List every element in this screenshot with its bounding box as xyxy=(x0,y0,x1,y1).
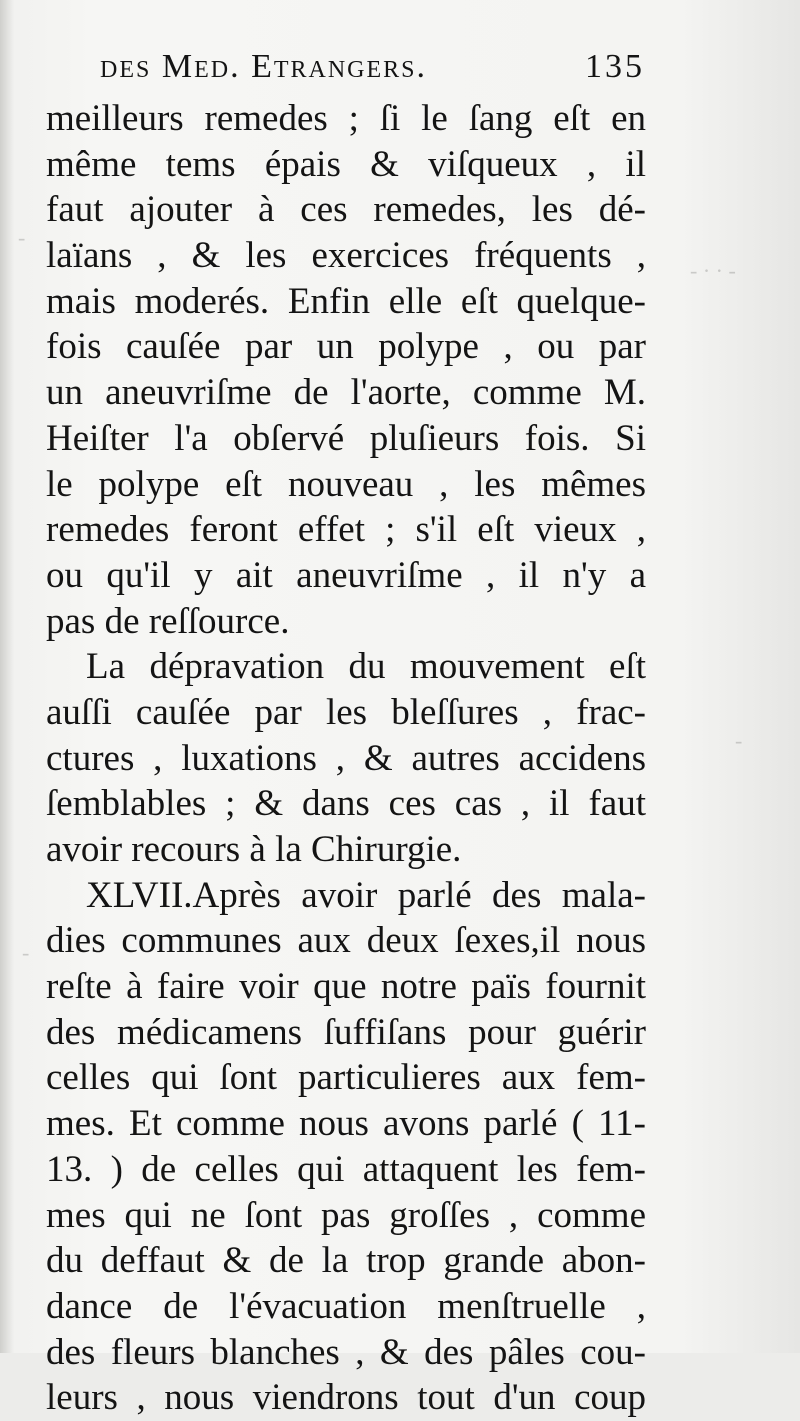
text-line: mais moderés. Enfin elle eſt quelque- xyxy=(46,280,646,322)
text-line: mes. Et comme nous avons parlé ( 11- xyxy=(46,1103,646,1145)
text-line: laïans , & les exercices fréquents , xyxy=(46,235,646,277)
bleed-through-mark: - xyxy=(735,728,743,753)
text-line: faut ajouter à ces remedes, les dé- xyxy=(46,189,646,231)
text-line: dies communes aux deux ſexes,il nous xyxy=(46,920,646,962)
text-line: dance de l'évacuation menſtruelle , xyxy=(46,1285,646,1327)
text-line: un aneuvriſme de l'aorte, comme M. xyxy=(46,372,646,414)
text-line: leurs , nous viendrons tout d'un coup xyxy=(46,1377,646,1419)
body-text xyxy=(46,96,646,1421)
text-line: reſte à faire voir que notre païs fournit xyxy=(46,966,646,1008)
section-heading-line: XLVII.Après avoir parlé des mala- xyxy=(86,874,646,916)
paragraph-end-line: pas de reſſource. xyxy=(46,600,290,642)
text-line: du deffaut & de la trop grande abon- xyxy=(46,1240,646,1282)
text-line: fois cauſée par un polype , ou par xyxy=(46,326,646,368)
text-line: ctures , luxations , & autres accidens xyxy=(46,737,646,779)
page-number: 135 xyxy=(585,48,645,85)
text-line: remedes feront effet ; s'il eſt vieux , xyxy=(46,509,646,551)
text-line: des médicamens ſuffiſans pour guérir xyxy=(46,1011,646,1053)
paragraph-end-line: avoir recours à la Chirurgie. xyxy=(46,829,462,870)
page-header xyxy=(100,48,645,92)
running-head: des Med. Etrangers. xyxy=(100,48,428,85)
gutter-shadow xyxy=(0,0,14,1353)
bleed-through-mark: - xyxy=(22,940,30,965)
paragraph-first-line: La dépravation du mouvement eſt xyxy=(86,646,646,688)
text-line: meilleurs remedes ; ſi le ſang eſt en xyxy=(46,98,646,139)
text-line: celles qui ſont particulieres aux fem- xyxy=(46,1057,646,1099)
text-line: même tems épais & viſqueux , il xyxy=(46,143,646,185)
text-line: auſſi cauſée par les bleſſures , frac- xyxy=(46,691,646,733)
text-line: Heiſter l'a obſervé pluſieurs fois. Si xyxy=(46,417,646,459)
bleed-through-mark: - · · - xyxy=(690,258,736,283)
text-line: ou qu'il y ait aneuvriſme , il n'y a xyxy=(46,554,646,596)
text-line: le polype eſt nouveau , les mêmes xyxy=(46,463,646,505)
bleed-through-mark: - xyxy=(18,225,26,250)
text-line: des fleurs blanches , & des pâles cou- xyxy=(46,1331,646,1373)
text-line: ſemblables ; & dans ces cas , il faut xyxy=(46,783,646,825)
text-line: 13. ) de celles qui attaquent les fem- xyxy=(46,1148,646,1190)
text-line: mes qui ne ſont pas groſſes , comme xyxy=(46,1194,646,1236)
